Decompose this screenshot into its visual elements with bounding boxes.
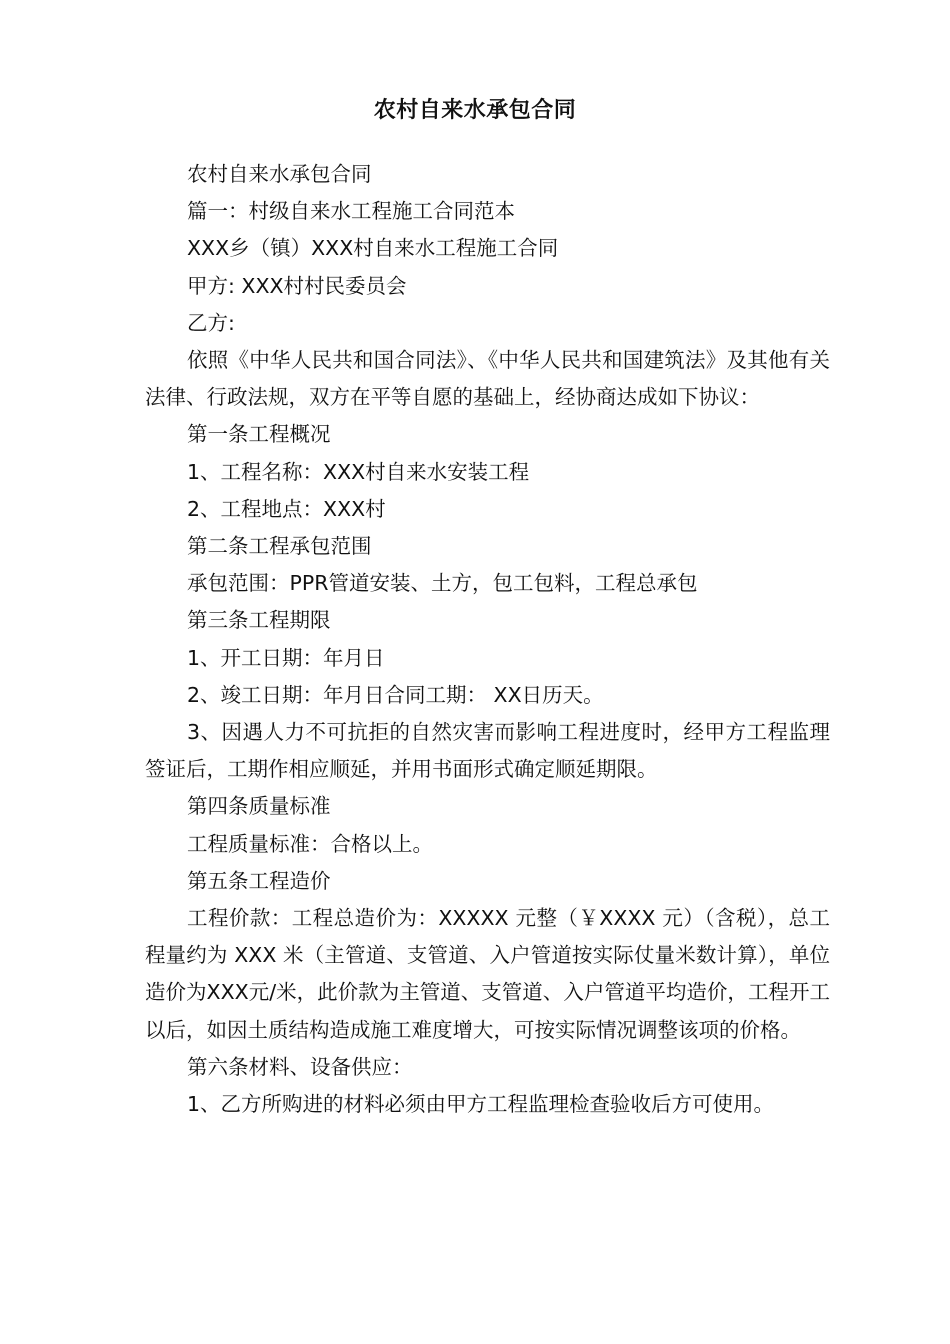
paragraph: 第二条工程承包范围 <box>187 534 372 559</box>
paragraph: 第四条质量标准 <box>187 794 331 819</box>
paragraph: 第三条工程期限 <box>187 608 331 633</box>
document-title: 农村自来水承包合同 <box>373 98 577 123</box>
paragraph: 第五条工程造价 <box>187 868 331 893</box>
paragraph: 2、竣工日期：年月日合同工期： XX日历天。 <box>187 682 604 707</box>
paragraph: 1、工程名称：XXX村自来水安装工程 <box>187 459 530 484</box>
paragraph: 第六条材料、设备供应： <box>187 1054 413 1079</box>
paragraph: 承包范围：PPR管道安装、土方，包工包料，工程总承包 <box>187 571 698 596</box>
paragraph: 1、乙方所购进的材料必须由甲方工程监理检查验收后方可使用。 <box>187 1092 775 1117</box>
document-body <box>145 156 830 1123</box>
paragraph: 乙方: <box>187 310 235 335</box>
paragraph: 甲方: XXX村村民委员会 <box>187 273 407 298</box>
paragraph: 2、工程地点：XXX村 <box>187 496 386 521</box>
paragraph: 农村自来水承包合同 <box>187 162 372 186</box>
paragraph: 篇一：村级自来水工程施工合同范本 <box>187 199 515 224</box>
paragraph: 第一条工程概况 <box>187 422 331 447</box>
paragraph: 1、开工日期：年月日 <box>187 645 385 670</box>
paragraph: 工程质量标准：合格以上。 <box>187 831 433 856</box>
paragraph: 工程价款：工程总造价为：XXXXX 元整（￥XXXX 元）（含税），总工程量约为 XXX 米（主管道、支管道、入户管道按实际仗量米数计算），单位造价为XXX元/米，此价款为主管道、支管道、入户管道平均造价，工程开工以后，如因土质结构造成施工难度增大，可按实际情况调整该项的价格。 <box>145 906 830 1042</box>
paragraph: XXX乡（镇）XXX村自来水工程施工合同 <box>187 236 559 261</box>
paragraph: 依照《中华人民共和国合同法》、《中华人民共和国建筑法》及其他有关法律、行政法规，双方在平等自愿的基础上，经协商达成如下协议： <box>145 348 830 410</box>
paragraph: 3、因遇人力不可抗拒的自然灾害而影响工程进度时，经甲方工程监理签证后，工期作相应顺延，并用书面形式确定顺延期限。 <box>145 720 830 782</box>
